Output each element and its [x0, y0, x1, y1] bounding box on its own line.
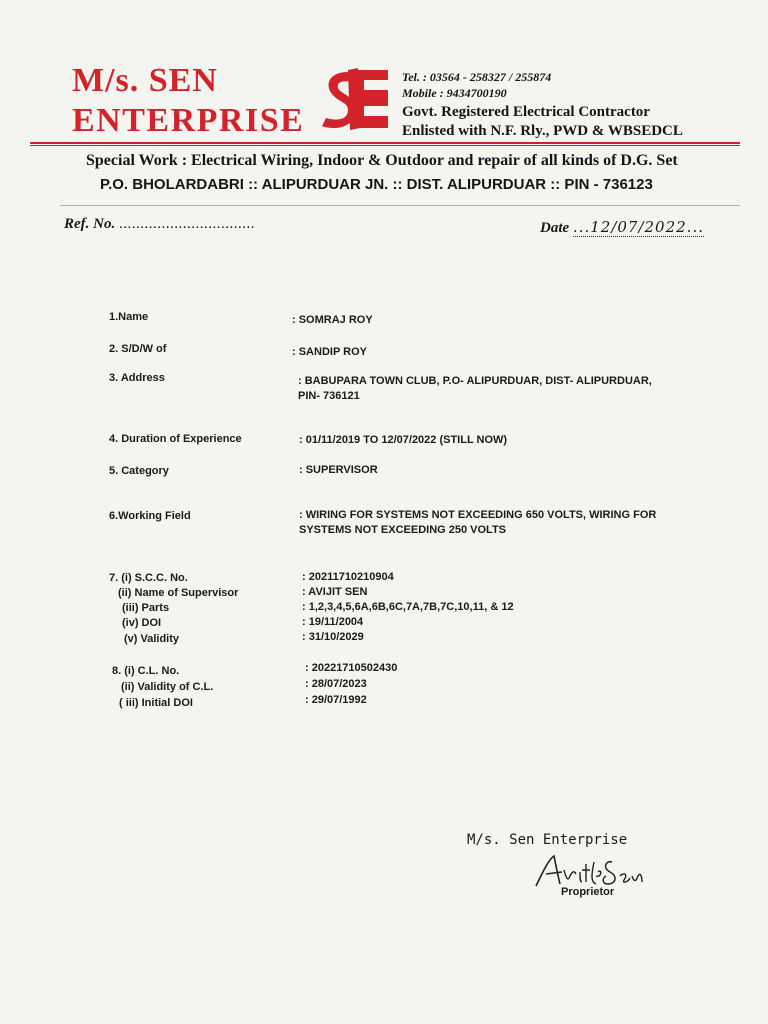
working-field-label: 6.Working Field: [109, 510, 191, 522]
date-label: Date: [540, 220, 570, 236]
scc-label: 7. (i) S.C.C. No.: [109, 572, 188, 584]
proprietor-title: Proprietor: [561, 886, 615, 898]
date-value: ...12/07/2022...: [572, 218, 704, 236]
cl-label: 8. (i) C.L. No.: [112, 665, 180, 677]
initial-doi-value: : 29/07/1992: [305, 694, 367, 706]
supervisor-value: : AVIJIT SEN: [302, 586, 368, 598]
brand-name-line2: ENTERPRISE: [72, 102, 305, 139]
registration-text: Govt. Registered Electrical Contractor: [402, 104, 650, 120]
address-label: 3. Address: [109, 372, 165, 384]
mobile-number: Mobile : 9434700190: [402, 86, 507, 100]
name-value: : SOMRAJ ROY: [292, 314, 373, 326]
supervisor-label: (ii) Name of Supervisor: [118, 587, 239, 599]
sdw-label: 2. S/D/W of: [109, 343, 167, 355]
doi-value: : 19/11/2004: [302, 616, 364, 628]
category-label: 5. Category: [109, 465, 169, 477]
duration-label: 4. Duration of Experience: [109, 433, 242, 445]
parts-label: (iii) Parts: [122, 602, 170, 614]
cl-validity-label: (ii) Validity of C.L.: [121, 681, 214, 693]
cl-value: : 20221710502430: [305, 662, 398, 674]
name-label: 1.Name: [109, 311, 149, 323]
duration-value: : 01/11/2019 TO 12/07/2022 (STILL NOW): [299, 434, 508, 446]
ref-blank: ................................: [119, 216, 255, 232]
validity-value: : 31/10/2029: [302, 631, 364, 643]
enlisted-text: Enlisted with N.F. Rly., PWD & WBSEDCL: [402, 123, 683, 139]
address-value: : BABUPARA TOWN CLUB, P.O- ALIPURDUAR, DIST- ALIPURDUAR, PIN- 736121: [298, 375, 652, 402]
working-field-value: : WIRING FOR SYSTEMS NOT EXCEEDING 650 VOLTS, WIRING FOR SYSTEMS NOT EXCEEDING 250 VOLTS: [299, 509, 657, 536]
telephone-number: Tel. : 03564 - 258327 / 255874: [402, 70, 552, 84]
category-value: : SUPERVISOR: [299, 464, 378, 476]
brand-name-line1: M/s. SEN: [72, 62, 218, 99]
parts-value: : 1,2,3,4,5,6A,6B,6C,7A,7B,7C,10,11, & 12: [302, 601, 514, 613]
initial-doi-label: ( iii) Initial DOI: [119, 697, 193, 709]
scc-value: : 20211710210904: [302, 571, 394, 583]
special-work-line: Special Work : Electrical Wiring, Indoor & Outdoor and repair of all kinds of D.G. Set: [86, 152, 678, 169]
signatory-company: M/s. Sen Enterprise: [467, 832, 628, 848]
validity-label: (v) Validity: [124, 633, 180, 645]
sdw-value: : SANDIP ROY: [292, 346, 367, 358]
postal-address-line: P.O. BHOLARDABRI :: ALIPURDUAR JN. :: DIST. ALIPURDUAR :: PIN - 736123: [100, 176, 653, 193]
cl-validity-value: : 28/07/2023: [305, 678, 367, 690]
doi-label: (iv) DOI: [122, 617, 162, 629]
ref-label: Ref. No.: [64, 216, 116, 232]
